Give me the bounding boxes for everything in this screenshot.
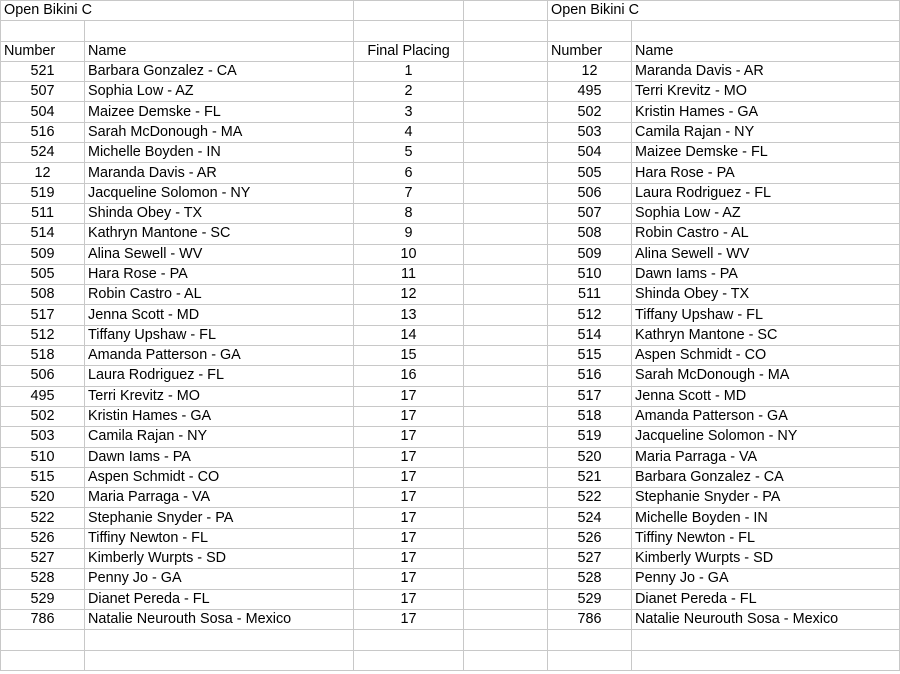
right-number-cell[interactable]: 504 [548,143,632,163]
left-number-cell[interactable]: 527 [1,549,85,569]
empty-cell[interactable] [464,21,548,41]
left-number-cell[interactable]: 506 [1,366,85,386]
right-name-cell[interactable]: Barbara Gonzalez - CA [632,467,900,487]
left-name-cell[interactable]: Camila Rajan - NY [85,427,354,447]
left-placing-cell[interactable]: 17 [354,508,464,528]
left-name-cell[interactable]: Tiffany Upshaw - FL [85,325,354,345]
left-name-cell[interactable]: Sarah McDonough - MA [85,122,354,142]
empty-cell[interactable] [464,82,548,102]
left-number-cell[interactable]: 515 [1,467,85,487]
right-name-cell[interactable]: Hara Rose - PA [632,163,900,183]
left-name-cell[interactable]: Stephanie Snyder - PA [85,508,354,528]
left-number-cell[interactable]: 786 [1,609,85,629]
right-number-cell[interactable]: 529 [548,589,632,609]
empty-cell[interactable] [464,427,548,447]
right-number-cell[interactable]: 517 [548,386,632,406]
left-name-cell[interactable]: Terri Krevitz - MO [85,386,354,406]
empty-cell[interactable] [354,630,464,650]
left-placing-cell[interactable]: 17 [354,406,464,426]
left-name-cell[interactable]: Amanda Patterson - GA [85,346,354,366]
left-placing-cell[interactable]: 2 [354,82,464,102]
table-row [1,366,900,386]
right-name-cell[interactable]: Kathryn Mantone - SC [632,325,900,345]
left-placing-cell[interactable]: 17 [354,427,464,447]
right-name-cell[interactable]: Tiffany Upshaw - FL [632,305,900,325]
left-number-cell[interactable]: 507 [1,82,85,102]
left-number-cell[interactable]: 512 [1,325,85,345]
left-name-cell[interactable]: Hara Rose - PA [85,264,354,284]
empty-cell[interactable] [632,630,900,650]
empty-cell[interactable] [354,650,464,670]
right-name-cell[interactable]: Dawn Iams - PA [632,264,900,284]
table-row [1,406,900,426]
empty-cell[interactable] [464,528,548,548]
right-name-cell[interactable]: Laura Rodriguez - FL [632,183,900,203]
left-placing-cell[interactable]: 17 [354,447,464,467]
left-placing-cell[interactable]: 17 [354,488,464,508]
right-name-cell[interactable]: Tiffiny Newton - FL [632,528,900,548]
empty-cell[interactable] [464,143,548,163]
empty-cell[interactable] [464,264,548,284]
left-number-cell[interactable]: 522 [1,508,85,528]
empty-cell[interactable] [354,1,464,21]
left-name-cell[interactable]: Kathryn Mantone - SC [85,224,354,244]
empty-cell[interactable] [464,650,548,670]
right-name-cell[interactable]: Amanda Patterson - GA [632,406,900,426]
table-row [1,508,900,528]
table-row [1,102,900,122]
table-row [1,285,900,305]
left-name-cell[interactable]: Kimberly Wurpts - SD [85,549,354,569]
empty-cell[interactable] [1,650,85,670]
left-number-cell[interactable]: 495 [1,386,85,406]
right-number-cell[interactable]: 520 [548,447,632,467]
left-placing-cell[interactable]: 6 [354,163,464,183]
left-number-cell[interactable]: 529 [1,589,85,609]
left-name-cell[interactable]: Dawn Iams - PA [85,447,354,467]
left-number-cell[interactable]: 505 [1,264,85,284]
right-number-cell[interactable]: 524 [548,508,632,528]
left-placing-header[interactable]: Final Placing [354,41,464,61]
blank-row [1,650,900,670]
left-name-cell[interactable]: Sophia Low - AZ [85,82,354,102]
right-number-cell[interactable]: 515 [548,346,632,366]
table-row [1,82,900,102]
left-placing-cell[interactable]: 12 [354,285,464,305]
empty-cell[interactable] [464,630,548,650]
left-placing-cell[interactable]: 15 [354,346,464,366]
empty-cell[interactable] [464,244,548,264]
table-row [1,325,900,345]
left-placing-cell[interactable]: 17 [354,528,464,548]
right-number-cell[interactable]: 508 [548,224,632,244]
table-row [1,122,900,142]
right-name-cell[interactable]: Jenna Scott - MD [632,386,900,406]
empty-cell[interactable] [464,386,548,406]
left-placing-cell[interactable]: 17 [354,609,464,629]
left-placing-cell[interactable]: 17 [354,386,464,406]
right-name-cell[interactable]: Sarah McDonough - MA [632,366,900,386]
right-name-cell[interactable]: Penny Jo - GA [632,569,900,589]
blank-row [1,630,900,650]
table-row [1,143,900,163]
left-number-cell[interactable]: 514 [1,224,85,244]
table-row [1,528,900,548]
right-name-cell[interactable]: Shinda Obey - TX [632,285,900,305]
right-number-cell[interactable]: 516 [548,366,632,386]
empty-cell[interactable] [464,406,548,426]
left-name-cell[interactable]: Alina Sewell - WV [85,244,354,264]
table-row [1,305,900,325]
empty-cell[interactable] [464,102,548,122]
right-number-cell[interactable]: 514 [548,325,632,345]
left-name-cell[interactable]: Laura Rodriguez - FL [85,366,354,386]
left-name-cell[interactable]: Jenna Scott - MD [85,305,354,325]
empty-cell[interactable] [464,488,548,508]
table-row [1,346,900,366]
left-number-cell[interactable]: 510 [1,447,85,467]
left-placing-cell[interactable]: 11 [354,264,464,284]
empty-cell[interactable] [464,224,548,244]
left-name-cell[interactable]: Aspen Schmidt - CO [85,467,354,487]
left-number-cell[interactable]: 528 [1,569,85,589]
left-number-cell[interactable]: 521 [1,61,85,81]
empty-cell[interactable] [464,609,548,629]
right-name-cell[interactable]: Sophia Low - AZ [632,203,900,223]
empty-cell[interactable] [464,1,548,21]
left-number-cell[interactable]: 504 [1,102,85,122]
left-number-cell[interactable]: 526 [1,528,85,548]
right-name-cell[interactable]: Kristin Hames - GA [632,102,900,122]
empty-cell[interactable] [464,549,548,569]
left-placing-cell[interactable]: 16 [354,366,464,386]
left-number-header[interactable]: Number [1,41,85,61]
table-row [1,61,900,81]
empty-cell[interactable] [1,630,85,650]
title-row [1,1,900,21]
left-number-cell[interactable]: 502 [1,406,85,426]
left-name-header[interactable]: Name [85,41,354,61]
right-number-cell[interactable]: 510 [548,264,632,284]
right-name-cell[interactable]: Terri Krevitz - MO [632,82,900,102]
empty-cell[interactable] [548,650,632,670]
left-name-cell[interactable]: Natalie Neurouth Sosa - Mexico [85,609,354,629]
empty-cell[interactable] [464,122,548,142]
right-number-cell[interactable]: 521 [548,467,632,487]
left-placing-cell[interactable]: 9 [354,224,464,244]
left-placing-cell[interactable]: 17 [354,589,464,609]
table-row [1,447,900,467]
table-row [1,203,900,223]
left-number-cell[interactable]: 511 [1,203,85,223]
table-row [1,467,900,487]
right-number-cell[interactable]: 502 [548,102,632,122]
left-name-cell[interactable]: Michelle Boyden - IN [85,143,354,163]
right-name-cell[interactable]: Jacqueline Solomon - NY [632,427,900,447]
table-row [1,386,900,406]
right-name-cell[interactable]: Aspen Schmidt - CO [632,346,900,366]
empty-cell[interactable] [632,650,900,670]
right-number-cell[interactable]: 522 [548,488,632,508]
empty-cell[interactable] [354,21,464,41]
table-row [1,569,900,589]
right-name-cell[interactable]: Kimberly Wurpts - SD [632,549,900,569]
left-number-cell[interactable]: 520 [1,488,85,508]
left-name-cell[interactable]: Kristin Hames - GA [85,406,354,426]
right-number-cell[interactable]: 511 [548,285,632,305]
right-name-cell[interactable]: Michelle Boyden - IN [632,508,900,528]
left-number-cell[interactable]: 503 [1,427,85,447]
table-row [1,589,900,609]
empty-cell[interactable] [1,21,85,41]
left-name-cell[interactable]: Dianet Pereda - FL [85,589,354,609]
right-number-header[interactable]: Number [548,41,632,61]
left-placing-cell[interactable]: 8 [354,203,464,223]
empty-cell[interactable] [632,21,900,41]
blank-row [1,21,900,41]
left-number-cell[interactable]: 517 [1,305,85,325]
empty-cell[interactable] [464,569,548,589]
right-name-header[interactable]: Name [632,41,900,61]
empty-cell[interactable] [464,183,548,203]
left-name-cell[interactable]: Tiffiny Newton - FL [85,528,354,548]
right-name-cell[interactable]: Natalie Neurouth Sosa - Mexico [632,609,900,629]
empty-cell[interactable] [464,366,548,386]
left-name-cell[interactable]: Maizee Demske - FL [85,102,354,122]
right-name-cell[interactable]: Alina Sewell - WV [632,244,900,264]
left-number-cell[interactable]: 509 [1,244,85,264]
table-row [1,163,900,183]
right-name-cell[interactable]: Stephanie Snyder - PA [632,488,900,508]
right-number-cell[interactable]: 506 [548,183,632,203]
left-name-cell[interactable]: Maria Parraga - VA [85,488,354,508]
right-name-cell[interactable]: Dianet Pereda - FL [632,589,900,609]
empty-cell[interactable] [464,447,548,467]
table-row [1,609,900,629]
left-name-cell[interactable]: Robin Castro - AL [85,285,354,305]
right-number-cell[interactable]: 509 [548,244,632,264]
left-placing-cell[interactable]: 14 [354,325,464,345]
table-row [1,244,900,264]
left-placing-cell[interactable]: 13 [354,305,464,325]
table-row [1,224,900,244]
table-row [1,183,900,203]
empty-cell[interactable] [464,346,548,366]
right-number-cell[interactable]: 518 [548,406,632,426]
left-placing-cell[interactable]: 10 [354,244,464,264]
left-number-cell[interactable]: 519 [1,183,85,203]
empty-cell[interactable] [464,41,548,61]
right-number-cell[interactable]: 495 [548,82,632,102]
left-title[interactable]: Open Bikini C [1,1,354,21]
empty-cell[interactable] [464,508,548,528]
right-name-cell[interactable]: Camila Rajan - NY [632,122,900,142]
right-number-cell[interactable]: 505 [548,163,632,183]
table-row [1,549,900,569]
left-number-cell[interactable]: 12 [1,163,85,183]
left-placing-cell[interactable]: 3 [354,102,464,122]
left-number-cell[interactable]: 518 [1,346,85,366]
left-placing-cell[interactable]: 1 [354,61,464,81]
left-placing-cell[interactable]: 5 [354,143,464,163]
header-row [1,41,900,61]
empty-cell[interactable] [464,203,548,223]
left-placing-cell[interactable]: 17 [354,467,464,487]
right-number-cell[interactable]: 519 [548,427,632,447]
left-placing-cell[interactable]: 17 [354,549,464,569]
table-row [1,427,900,447]
empty-cell[interactable] [464,467,548,487]
left-number-cell[interactable]: 508 [1,285,85,305]
left-name-cell[interactable]: Shinda Obey - TX [85,203,354,223]
left-placing-cell[interactable]: 17 [354,569,464,589]
right-name-cell[interactable]: Maranda Davis - AR [632,61,900,81]
right-name-cell[interactable]: Robin Castro - AL [632,224,900,244]
right-name-cell[interactable]: Maria Parraga - VA [632,447,900,467]
right-number-cell[interactable]: 512 [548,305,632,325]
right-number-cell[interactable]: 528 [548,569,632,589]
table-row [1,264,900,284]
empty-cell[interactable] [85,650,354,670]
left-name-cell[interactable]: Maranda Davis - AR [85,163,354,183]
right-name-cell[interactable]: Maizee Demske - FL [632,143,900,163]
left-name-cell[interactable]: Barbara Gonzalez - CA [85,61,354,81]
right-number-cell[interactable]: 527 [548,549,632,569]
left-placing-cell[interactable]: 7 [354,183,464,203]
left-name-cell[interactable]: Jacqueline Solomon - NY [85,183,354,203]
right-number-cell[interactable]: 507 [548,203,632,223]
empty-cell[interactable] [464,285,548,305]
right-number-cell[interactable]: 12 [548,61,632,81]
left-placing-cell[interactable]: 4 [354,122,464,142]
right-number-cell[interactable]: 526 [548,528,632,548]
empty-cell[interactable] [85,630,354,650]
left-name-cell[interactable]: Penny Jo - GA [85,569,354,589]
empty-cell[interactable] [85,21,354,41]
empty-cell[interactable] [548,630,632,650]
empty-cell[interactable] [464,589,548,609]
right-title[interactable]: Open Bikini C [548,1,900,21]
empty-cell[interactable] [464,163,548,183]
empty-cell[interactable] [464,61,548,81]
left-number-cell[interactable]: 516 [1,122,85,142]
spreadsheet-body [1,1,900,671]
empty-cell[interactable] [464,305,548,325]
right-number-cell[interactable]: 503 [548,122,632,142]
left-number-cell[interactable]: 524 [1,143,85,163]
right-number-cell[interactable]: 786 [548,609,632,629]
empty-cell[interactable] [548,21,632,41]
empty-cell[interactable] [464,325,548,345]
table-row [1,488,900,508]
